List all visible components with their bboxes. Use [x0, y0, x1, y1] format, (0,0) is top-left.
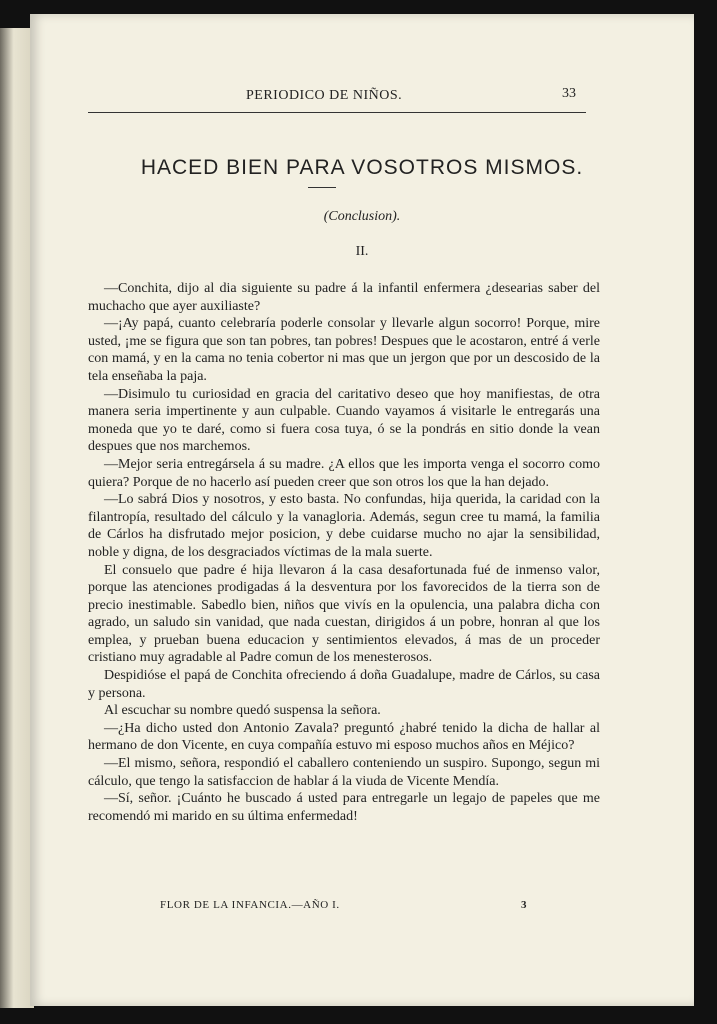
- running-title: PERIODICO DE NIÑOS.: [246, 88, 403, 103]
- paragraph: —¡Ay papá, cuanto celebraría poderle consolar y llevarle algun socorro! Porque, mire usted, ¡me se figura que son tan pobres, tan pobres! Despues que le acostaron, entré á verle con mamá, y en la cama no tenia cobertor ni mas que un jergon que por un descosido de la tela enseñaba la paja.: [88, 316, 600, 384]
- paragraph: —Lo sabrá Dios y nosotros, y esto basta. No confundas, hija querida, la caridad con la filantropía, resultado del cálculo y la vanagloria. Además, segun cree tu mamá, la familia de Cárlos ha disfrutado mejor posicion, y debe cuidarse mucho no ajar la sensibilidad, noble y digna, de los desgraciados víctimas de la mala suerte.: [88, 492, 600, 560]
- paragraph: —El mismo, señora, respondió el caballero conteniendo un suspiro. Supongo, segun mi cálculo, que tengo la satisfaccion de hablar á la viuda de Vicente Mendía.: [88, 756, 600, 789]
- signature-number: 3: [521, 899, 528, 911]
- paragraph: El consuelo que padre é hija llevaron á la casa desafortunada fué de inmenso valor, porque las atenciones prodigadas á la desventura por los favorecidos de la tierra son de precio inestimable. Sabedlo bien, niños que vivís en la opulencia, una palabra dicha con agrado, un saludo sin vanidad, que nada cuestan, dirigidos á un pobre, honran al que los emplea, y prueban buena educacion y sentimientos elevados, á mas de un proceder cristiano muy agradable al Padre comun de los menesterosos.: [88, 562, 600, 666]
- section-number: II.: [355, 244, 369, 259]
- article-title: HACED BIEN PARA VOSOTROS MISMOS.: [140, 156, 584, 179]
- paragraph: —Sí, señor. ¡Cuánto he buscado á usted para entregarle un legajo de papeles que me recomendó mi marido en su última enfermedad!: [88, 791, 600, 824]
- article-body: [88, 280, 600, 825]
- paragraph: —Mejor seria entregársela á su madre. ¿A ellos que les importa venga el socorro como quiera? Porque de no hacerlo así pueden creer que son otros los que la han dejado.: [88, 456, 600, 490]
- page-number: 33: [562, 86, 576, 101]
- book-page: [30, 14, 694, 1006]
- paragraph: —Conchita, dijo al dia siguiente su padre á la infantil enfermera ¿desearias saber del muchacho que ayer auxiliaste?: [88, 281, 600, 314]
- article-subtitle: (Conclusion).: [323, 209, 401, 224]
- adjacent-page-edge: [0, 28, 34, 1008]
- header-rule: [88, 112, 586, 113]
- printer-signature: FLOR DE LA INFANCIA.—AÑO I.: [160, 899, 340, 911]
- paragraph: —¿Ha dicho usted don Antonio Zavala? preguntó ¿habré tenido la dicha de hallar al hermano de don Vicente, en cuya compañía estuvo mi esposo muchos años en Méjico?: [88, 720, 600, 754]
- title-rule: [308, 187, 336, 188]
- paragraph: —Disimulo tu curiosidad en gracia del caritativo deseo que hoy manifiestas, de otra manera seria impertinente y aun culpable. Cuando vayamos á visitarle le entregarás una moneda que yo te daré, como si fuera cosa tuya, ó se la pondrás en sitio donde la vean despues que nos marchemos.: [88, 386, 600, 455]
- page-footer: [88, 899, 600, 917]
- paragraph: Al escuchar su nombre quedó suspensa la señora.: [104, 703, 381, 719]
- running-header: [88, 84, 588, 112]
- paragraph: Despidióse el papá de Conchita ofreciendo á doña Guadalupe, madre de Cárlos, su casa y persona.: [88, 668, 600, 701]
